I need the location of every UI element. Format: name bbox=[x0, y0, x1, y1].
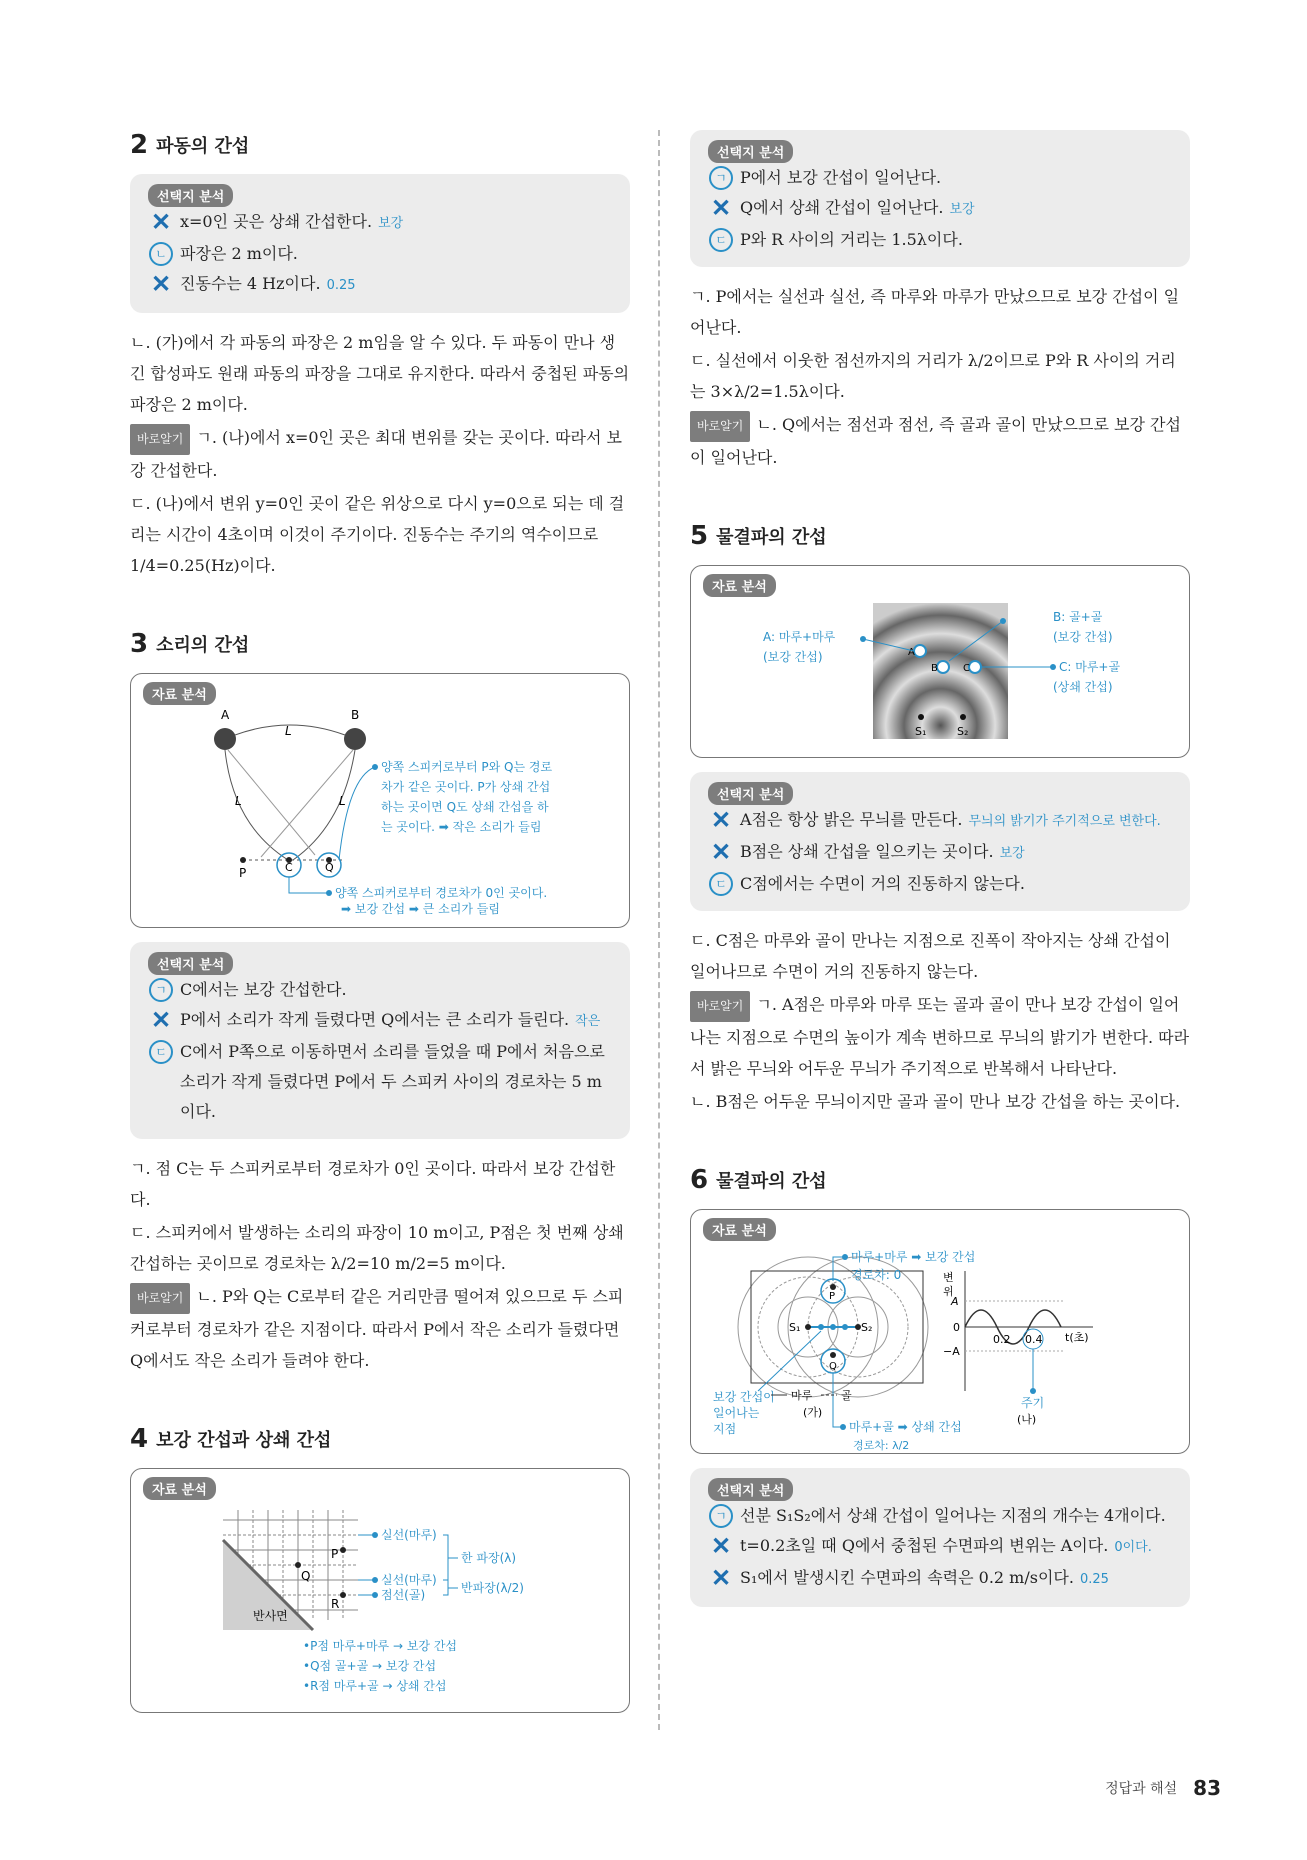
explanation-paragraph bbox=[130, 422, 630, 486]
legend-trough: 골 bbox=[841, 1389, 852, 1402]
annotation-text: 보강 간섭이 bbox=[713, 1390, 775, 1404]
figure-label-na: (나) bbox=[1017, 1413, 1037, 1426]
y-axis-label: 위 bbox=[943, 1285, 954, 1298]
annotation-text: 경로차: λ/2 bbox=[853, 1439, 910, 1452]
choice-analysis-box bbox=[690, 1468, 1190, 1607]
footer-label: 정답과 해설 bbox=[1105, 1781, 1178, 1797]
choice-analysis-badge: 선택지 분석 bbox=[148, 184, 233, 207]
choice-item bbox=[708, 805, 1172, 837]
cross-icon: ✕ bbox=[710, 837, 732, 866]
cross-icon: ✕ bbox=[150, 207, 172, 236]
choice-item bbox=[708, 1563, 1172, 1595]
source-S2 bbox=[960, 714, 966, 720]
annotation-text: ➡ 보강 간섭 ➡ 큰 소리가 들림 bbox=[341, 902, 500, 916]
choice-note: 0.25 bbox=[1079, 1572, 1109, 1587]
correction-tag: 바로알기 bbox=[690, 991, 750, 1022]
choice-note: 0이다. bbox=[1114, 1540, 1152, 1555]
choice-analysis-box bbox=[690, 772, 1190, 911]
correction-tag: 바로알기 bbox=[130, 1283, 190, 1314]
source-S1 bbox=[805, 1324, 811, 1330]
data-analysis-box bbox=[690, 565, 1190, 758]
label-L: L bbox=[235, 794, 242, 808]
choice-text: x=0인 곳은 상쇄 간섭한다. bbox=[180, 212, 373, 231]
label-B: B bbox=[931, 663, 938, 674]
choice-note: 보강 bbox=[378, 216, 404, 231]
data-analysis-badge: 자료 분석 bbox=[143, 1477, 216, 1500]
label-S2: S₂ bbox=[861, 1321, 873, 1334]
edge-BC bbox=[293, 750, 355, 860]
circle-mark-icon: ㄷ bbox=[709, 228, 733, 252]
annotation-text: (상쇄 간섭) bbox=[1053, 680, 1113, 694]
annotation-text: 지점 bbox=[713, 1422, 737, 1436]
data-analysis-badge: 자료 분석 bbox=[703, 1218, 776, 1241]
annotation-text: 양쪽 스피커로부터 P와 Q는 경로 bbox=[381, 760, 553, 774]
leader-line bbox=[289, 877, 329, 893]
choice-text: 파장은 2 m이다. bbox=[180, 244, 298, 263]
choice-text: B점은 상쇄 간섭을 일으키는 곳이다. bbox=[740, 842, 994, 861]
annotation-text: 하는 곳이면 Q도 상쇄 간섭을 하 bbox=[381, 800, 549, 814]
section-2-title bbox=[130, 130, 630, 160]
explanation-text: ㄴ. Q에서는 점선과 점선, 즉 골과 골이 만났으므로 보강 간섭이 일어난다. bbox=[690, 415, 1181, 467]
choice-item bbox=[148, 1037, 612, 1127]
right-column bbox=[690, 130, 1190, 1621]
choice-text: 진동수는 4 Hz이다. bbox=[180, 274, 321, 293]
choice-text: A점은 항상 밝은 무늬를 만든다. bbox=[740, 810, 963, 829]
circle-mark-icon: ㄱ bbox=[709, 1504, 733, 1528]
choice-item bbox=[708, 163, 1172, 193]
point-Q bbox=[295, 1562, 301, 1568]
label-L: L bbox=[285, 724, 292, 738]
label-A: A bbox=[221, 708, 230, 722]
choice-text: C에서 P쪽으로 이동하면서 소리를 들었을 때 P에서 처음으로 소리가 작게 들렸다면 P에서 두 스피커 사이의 경로차는 5 m이다. bbox=[180, 1042, 605, 1121]
choice-note: 0.25 bbox=[326, 278, 356, 293]
cross-icon: ✕ bbox=[710, 1563, 732, 1592]
explanation-text: ㄱ. (나)에서 x=0인 곳은 최대 변위를 갖는 곳이다. 따라서 보강 간섭한다. bbox=[130, 428, 622, 480]
section-title: 물결파의 간섭 bbox=[716, 1171, 827, 1192]
section-title: 보강 간섭과 상쇄 간섭 bbox=[156, 1430, 332, 1451]
annotation-text: 마루+골 ➡ 상쇄 간섭 bbox=[849, 1420, 962, 1434]
choice-item bbox=[148, 1005, 612, 1037]
data-analysis-box bbox=[130, 1468, 630, 1713]
label-P: P bbox=[829, 1291, 836, 1302]
choice-item bbox=[708, 225, 1172, 255]
reflection-grid-diagram bbox=[143, 1500, 617, 1700]
annotation-text: 한 파장(λ) bbox=[461, 1551, 517, 1565]
annotation-text: 양쪽 스피커로부터 경로차가 0인 곳이다. bbox=[335, 886, 548, 900]
label-Q: Q bbox=[325, 861, 334, 874]
ripple-interference-photo bbox=[703, 597, 1177, 745]
circle-mark-icon: ㄱ bbox=[709, 166, 733, 190]
choice-item bbox=[148, 269, 612, 301]
choice-note: 보강 bbox=[949, 202, 975, 217]
annotation-text: •R점 마루+골 → 상쇄 간섭 bbox=[303, 1679, 447, 1693]
explanation-text: ㄱ. A점은 마루와 마루 또는 골과 골이 만나 보강 간섭이 일어나는 지점으로 수면의 높이가 계속 변하므로 무늬의 밝기가 변한다. 따라서 밝은 무늬와 어두운 무늬가 주기적으로 반복해서 나타난다. bbox=[690, 995, 1190, 1078]
point-A bbox=[914, 645, 926, 657]
explanation-paragraph bbox=[690, 989, 1190, 1084]
explanation-paragraph: ㄴ. (가)에서 각 파동의 파장은 2 m임을 알 수 있다. 두 파동이 만나 생긴 합성파도 원래 파동의 파장을 그대로 유지한다. 따라서 중첩된 파동의 파장은 2 m이다. bbox=[130, 333, 630, 414]
choice-item bbox=[708, 1531, 1172, 1563]
source-S1 bbox=[918, 714, 924, 720]
label-P: P bbox=[239, 866, 247, 880]
y-tick: −A bbox=[943, 1345, 960, 1358]
choice-text: P와 R 사이의 거리는 1.5λ이다. bbox=[740, 230, 963, 249]
annotation-text: A: 마루+마루 bbox=[763, 630, 836, 644]
annotation-text: 일어나는 bbox=[713, 1406, 760, 1420]
cross-icon: ✕ bbox=[710, 1531, 732, 1560]
circle-mark-icon: ㄴ bbox=[149, 242, 173, 266]
speaker-A bbox=[214, 728, 236, 750]
column-divider bbox=[658, 130, 660, 1730]
section-number: 3 bbox=[130, 629, 149, 659]
choice-text: C점에서는 수면이 거의 진동하지 않는다. bbox=[740, 874, 1025, 893]
annotation-text: 마루+마루 ➡ 보강 간섭 bbox=[851, 1250, 976, 1264]
cross-icon: ✕ bbox=[710, 805, 732, 834]
y-tick: 0 bbox=[953, 1321, 960, 1334]
annotation-text: 는 곳이다. ➡ 작은 소리가 들림 bbox=[381, 820, 542, 834]
circle-mark-icon: ㄱ bbox=[149, 978, 173, 1002]
choice-analysis-badge: 선택지 분석 bbox=[708, 1478, 793, 1501]
choice-analysis-badge: 선택지 분석 bbox=[708, 140, 793, 163]
cross-icon: ✕ bbox=[150, 269, 172, 298]
section-number: 4 bbox=[130, 1424, 149, 1454]
label-A: A bbox=[908, 647, 915, 658]
explanation-paragraph: ㄷ. 스피커에서 발생하는 소리의 파장이 10 m이고, P점은 첫 번째 상쇄 간섭하는 곳이므로 경로차는 λ/2=10 m/2=5 m이다. bbox=[130, 1223, 624, 1273]
annotation-text: •Q점 골+골 → 보강 간섭 bbox=[303, 1659, 437, 1673]
annotation-text: 경로차: 0 bbox=[851, 1268, 902, 1282]
label-mirror: 반사면 bbox=[253, 1609, 288, 1623]
section-4-title bbox=[130, 1424, 630, 1454]
page-number: 83 bbox=[1193, 1776, 1221, 1800]
annotation-text: C: 마루+골 bbox=[1059, 660, 1121, 674]
label-C: C bbox=[963, 663, 970, 674]
choice-analysis-badge: 선택지 분석 bbox=[708, 782, 793, 805]
choice-note: 작은 bbox=[575, 1014, 601, 1029]
section-number: 6 bbox=[690, 1165, 709, 1195]
data-analysis-box bbox=[130, 673, 630, 928]
cross-icon: ✕ bbox=[710, 193, 732, 222]
choice-analysis-box bbox=[690, 130, 1190, 267]
point-P bbox=[340, 1547, 346, 1553]
cross-icon: ✕ bbox=[150, 1005, 172, 1034]
figure-label-ga: (가) bbox=[803, 1406, 823, 1419]
choice-note: 무늬의 밝기가 주기적으로 변한다. bbox=[968, 814, 1161, 829]
wave-interference-diagram bbox=[703, 1241, 1177, 1452]
choice-note: 보강 bbox=[999, 846, 1025, 861]
choice-analysis-box bbox=[130, 174, 630, 313]
annotation-text: 주기 bbox=[1021, 1396, 1045, 1410]
point-R bbox=[340, 1592, 346, 1598]
choice-text: 선분 S₁S₂에서 상쇄 간섭이 일어나는 지점의 개수는 4개이다. bbox=[740, 1506, 1166, 1525]
data-analysis-box bbox=[690, 1209, 1190, 1454]
data-analysis-badge: 자료 분석 bbox=[143, 682, 216, 705]
leader-line bbox=[339, 767, 375, 860]
label-S1: S₁ bbox=[789, 1321, 801, 1334]
choice-text: P에서 소리가 작게 들렸다면 Q에서는 큰 소리가 들린다. bbox=[180, 1010, 570, 1029]
choice-text: C에서는 보강 간섭한다. bbox=[180, 980, 347, 999]
circle-mark-icon: ㄷ bbox=[709, 872, 733, 896]
section-number: 5 bbox=[690, 521, 709, 551]
section-title: 소리의 간섭 bbox=[156, 635, 250, 656]
page-footer bbox=[1105, 1776, 1221, 1800]
label-Q: Q bbox=[301, 1569, 311, 1583]
annotation-text: B: 골+골 bbox=[1053, 610, 1103, 624]
label-C: C bbox=[285, 861, 293, 874]
explanation-paragraph: ㄴ. B점은 어두운 무늬이지만 골과 골이 만나 보강 간섭을 하는 곳이다. bbox=[690, 1092, 1181, 1111]
y-tick: A bbox=[951, 1295, 959, 1308]
label-R: R bbox=[331, 1597, 340, 1611]
choice-item bbox=[148, 207, 612, 239]
choice-item bbox=[148, 239, 612, 269]
point-B bbox=[937, 661, 949, 673]
section-title: 물결파의 간섭 bbox=[716, 527, 827, 548]
explanation-paragraph: ㄱ. P에서는 실선과 실선, 즉 마루와 마루가 만났으므로 보강 간섭이 일어난다. bbox=[690, 287, 1180, 337]
explanation-text: ㄴ. P와 Q는 C로부터 같은 거리만큼 떨어져 있으므로 두 스피커로부터 경로차가 같은 지점이다. 따라서 P에서 작은 소리가 들렸다면 Q에서도 작은 소리가 들려야 한다. bbox=[130, 1287, 624, 1370]
choice-text: t=0.2초일 때 Q에서 중첩된 수면파의 변위는 A이다. bbox=[740, 1536, 1109, 1555]
speaker-B bbox=[344, 728, 366, 750]
label-S2: S₂ bbox=[957, 725, 969, 738]
explanation-paragraph: ㄷ. C점은 마루와 골이 만나는 지점으로 진폭이 작아지는 상쇄 간섭이 일어나므로 수면이 거의 진동하지 않는다. bbox=[690, 931, 1171, 981]
data-analysis-badge: 자료 분석 bbox=[703, 574, 776, 597]
explanation-paragraph: ㄱ. 점 C는 두 스피커로부터 경로차가 0인 곳이다. 따라서 보강 간섭한다. bbox=[130, 1159, 616, 1209]
annotation-text: 차가 같은 곳이다. P가 상쇄 간섭 bbox=[381, 780, 551, 794]
left-column bbox=[130, 130, 630, 1727]
label-S1: S₁ bbox=[915, 725, 927, 738]
choice-item bbox=[708, 837, 1172, 869]
explanation-paragraph: ㄷ. 실선에서 이웃한 점선까지의 거리가 λ/2이므로 P와 R 사이의 거리는 3×λ/2=1.5λ이다. bbox=[690, 351, 1176, 401]
label-B: B bbox=[351, 708, 360, 722]
annotation-text: 실선(마루) bbox=[381, 1528, 437, 1542]
section-5-title bbox=[690, 521, 1190, 551]
annotation-text: (보강 간섭) bbox=[763, 650, 823, 664]
choice-item bbox=[708, 1501, 1172, 1531]
choice-item bbox=[708, 869, 1172, 899]
section-number: 2 bbox=[130, 130, 149, 160]
annotation-text: •P점 마루+마루 → 보강 간섭 bbox=[303, 1639, 458, 1653]
label-Q: Q bbox=[829, 1361, 837, 1372]
correction-tag: 바로알기 bbox=[130, 424, 190, 455]
annotation-text: 점선(골) bbox=[381, 1588, 426, 1602]
y-axis-label: 변 bbox=[943, 1271, 954, 1284]
section-6-title bbox=[690, 1165, 1190, 1195]
choice-text: S₁에서 발생시킨 수면파의 속력은 0.2 m/s이다. bbox=[740, 1568, 1074, 1587]
explanation-paragraph bbox=[690, 409, 1190, 473]
legend-crest: 마루 bbox=[791, 1389, 813, 1402]
point-C bbox=[969, 661, 981, 673]
section-title: 파동의 간섭 bbox=[156, 136, 250, 157]
speaker-interference-diagram bbox=[143, 705, 617, 915]
point-P bbox=[240, 857, 246, 863]
explanation-paragraph bbox=[130, 1281, 630, 1376]
explanation-paragraph: ㄷ. (나)에서 변위 y=0인 곳이 같은 위상으로 다시 y=0으로 되는 데 걸리는 시간이 4초이며 이것이 주기이다. 진동수는 주기의 역수이므로 1/4=0.25(Hz)이다. bbox=[130, 494, 625, 575]
choice-text: Q에서 상쇄 간섭이 일어난다. bbox=[740, 198, 944, 217]
label-P: P bbox=[331, 1547, 339, 1561]
label-L: L bbox=[339, 794, 346, 808]
annotation-text: (보강 간섭) bbox=[1053, 630, 1113, 644]
annotation-text: 실선(마루) bbox=[381, 1573, 437, 1587]
x-tick: 0.4 bbox=[1025, 1333, 1043, 1346]
correction-tag: 바로알기 bbox=[690, 411, 750, 442]
x-axis-label: t(초) bbox=[1065, 1331, 1089, 1344]
x-tick: 0.2 bbox=[993, 1333, 1011, 1346]
choice-item bbox=[148, 975, 612, 1005]
choice-analysis-box bbox=[130, 942, 630, 1139]
circle-mark-icon: ㄷ bbox=[149, 1040, 173, 1064]
choice-analysis-badge: 선택지 분석 bbox=[148, 952, 233, 975]
choice-item bbox=[708, 193, 1172, 225]
annotation-text: 반파장(λ/2) bbox=[461, 1581, 524, 1595]
section-3-title bbox=[130, 629, 630, 659]
choice-text: P에서 보강 간섭이 일어난다. bbox=[740, 168, 942, 187]
